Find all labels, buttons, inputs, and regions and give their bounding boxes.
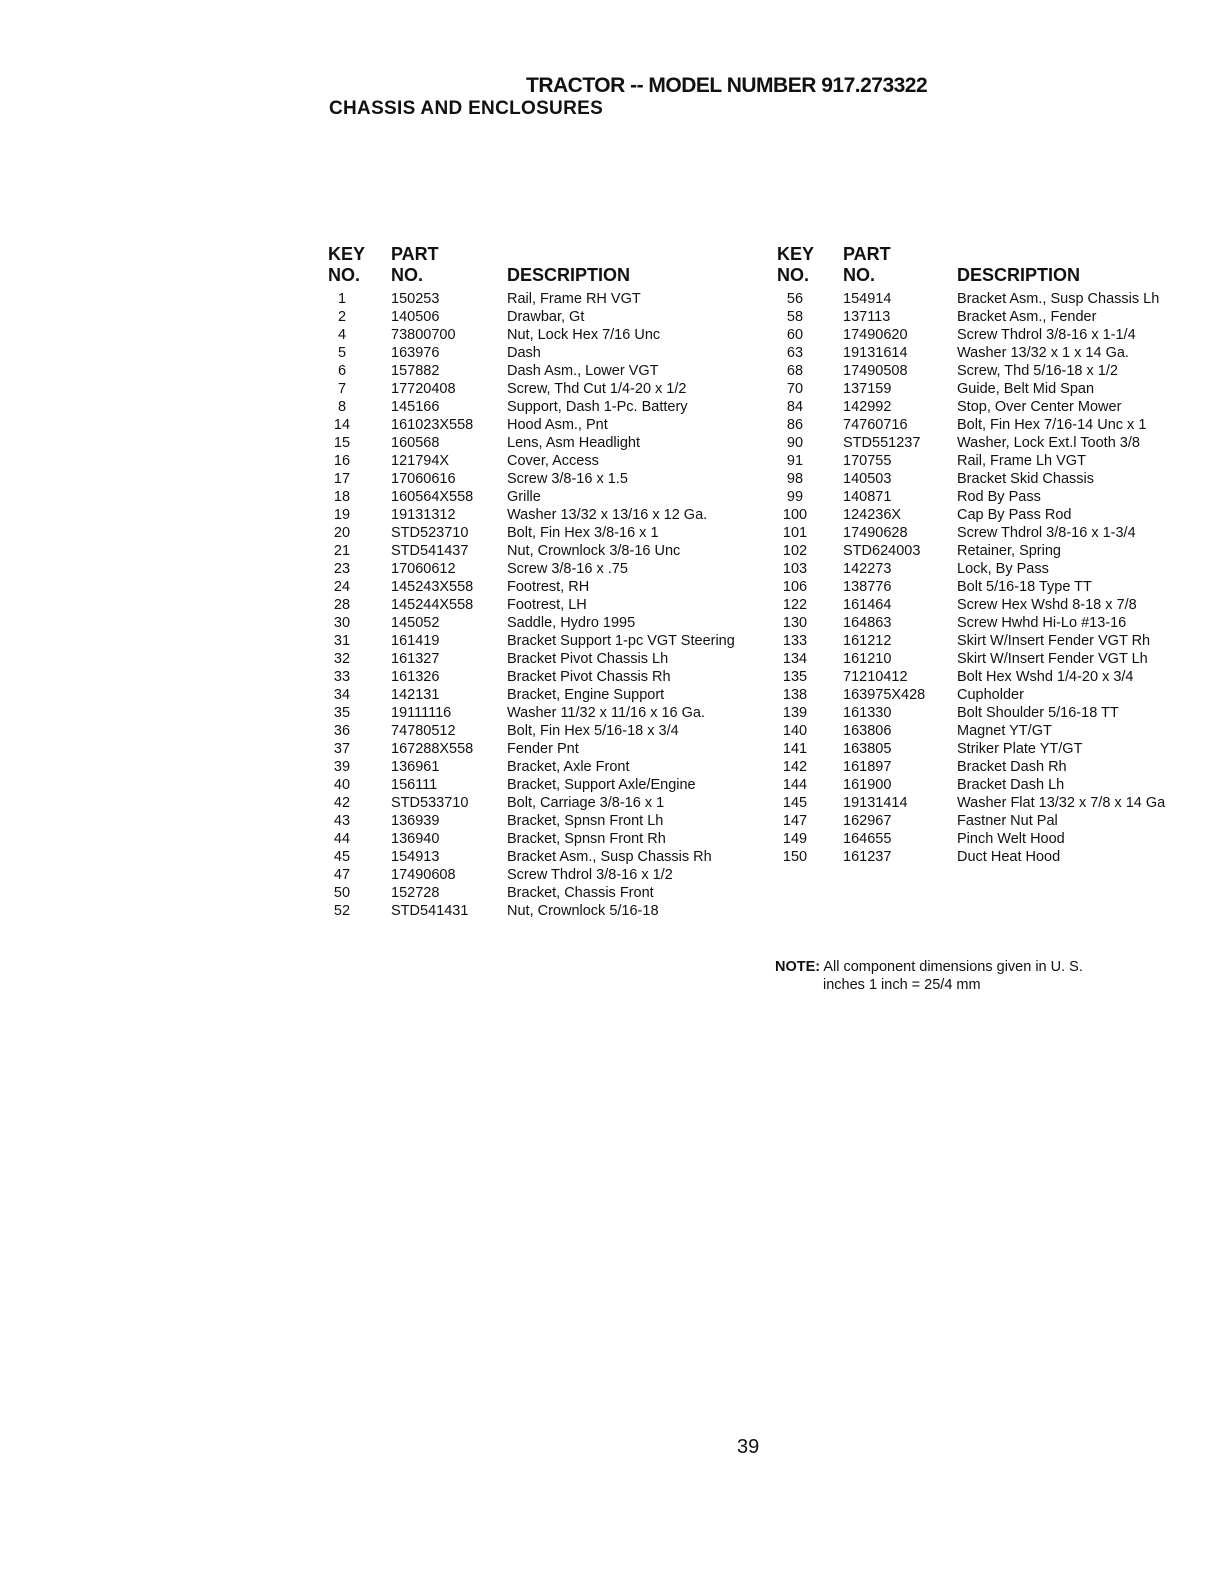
description: Striker Plate YT/GT bbox=[957, 741, 1083, 757]
table-row bbox=[777, 668, 1202, 686]
description: Screw, Thd 5/16-18 x 1/2 bbox=[957, 363, 1118, 379]
description: Bolt 5/16-18 Type TT bbox=[957, 579, 1092, 595]
table-row bbox=[328, 830, 748, 848]
part-no: 17490508 bbox=[843, 363, 908, 379]
key-no: 90 bbox=[786, 435, 804, 451]
description: Guide, Belt Mid Span bbox=[957, 381, 1095, 397]
parts-table-left bbox=[328, 244, 748, 920]
part-no: 161023X558 bbox=[391, 417, 474, 433]
part-no: 136961 bbox=[391, 759, 440, 775]
part-no: 162967 bbox=[843, 813, 892, 829]
part-no: 17490620 bbox=[843, 327, 908, 343]
table-row bbox=[777, 722, 1202, 740]
description: Screw 3/8-16 x 1.5 bbox=[507, 471, 628, 487]
description: Rod By Pass bbox=[957, 489, 1041, 505]
part-no: STD541437 bbox=[391, 543, 469, 559]
table-row bbox=[328, 434, 748, 452]
description: Support, Dash 1-Pc. Battery bbox=[507, 399, 688, 415]
key-no: 144 bbox=[782, 777, 808, 793]
part-no: 140871 bbox=[843, 489, 892, 505]
table-row bbox=[777, 380, 1202, 398]
description: Cupholder bbox=[957, 687, 1024, 703]
key-no: 34 bbox=[333, 687, 351, 703]
key-no: 23 bbox=[333, 561, 351, 577]
description: Bracket, Axle Front bbox=[507, 759, 630, 775]
key-no: 30 bbox=[333, 615, 351, 631]
part-header-line1: PART bbox=[391, 244, 439, 264]
key-no: 45 bbox=[333, 849, 351, 865]
note-line2: inches 1 inch = 25/4 mm bbox=[823, 977, 981, 993]
description: Cover, Access bbox=[507, 453, 599, 469]
description: Screw Thdrol 3/8-16 x 1-1/4 bbox=[957, 327, 1136, 343]
key-no: 70 bbox=[786, 381, 804, 397]
part-no: 150253 bbox=[391, 291, 440, 307]
description: Bolt, Fin Hex 7/16-14 Unc x 1 bbox=[957, 417, 1147, 433]
description: Grille bbox=[507, 489, 541, 505]
part-no: 71210412 bbox=[843, 669, 908, 685]
table-row bbox=[777, 686, 1202, 704]
part-no: 124236X bbox=[843, 507, 902, 523]
table-row bbox=[328, 812, 748, 830]
part-no: 154913 bbox=[391, 849, 440, 865]
part-no: STD533710 bbox=[391, 795, 469, 811]
key-no: 15 bbox=[333, 435, 351, 451]
table-row bbox=[777, 632, 1202, 650]
key-no: 52 bbox=[333, 903, 351, 919]
key-no: 42 bbox=[333, 795, 351, 811]
table-row bbox=[777, 560, 1202, 578]
description: Stop, Over Center Mower bbox=[957, 399, 1122, 415]
table-row bbox=[777, 434, 1202, 452]
table-row bbox=[328, 326, 748, 344]
description-header: DESCRIPTION bbox=[507, 265, 631, 285]
note-label: NOTE: bbox=[775, 959, 821, 975]
description: Bracket, Engine Support bbox=[507, 687, 665, 703]
description: Screw Hex Wshd 8-18 x 7/8 bbox=[957, 597, 1137, 613]
part-no: 121794X bbox=[391, 453, 450, 469]
description: Bolt, Carriage 3/8-16 x 1 bbox=[507, 795, 665, 811]
table-row bbox=[328, 758, 748, 776]
part-no: STD624003 bbox=[843, 543, 921, 559]
key-no: 28 bbox=[333, 597, 351, 613]
key-no: 18 bbox=[333, 489, 351, 505]
description: Nut, Lock Hex 7/16 Unc bbox=[507, 327, 661, 343]
part-no: 74760716 bbox=[843, 417, 908, 433]
table-row bbox=[777, 452, 1202, 470]
table-row bbox=[328, 560, 748, 578]
table-row bbox=[328, 416, 748, 434]
table-row bbox=[328, 470, 748, 488]
description: Screw, Thd Cut 1/4-20 x 1/2 bbox=[507, 381, 687, 397]
description-header: DESCRIPTION bbox=[957, 265, 1081, 285]
table-row bbox=[328, 596, 748, 614]
description: Washer 13/32 x 1 x 14 Ga. bbox=[957, 345, 1129, 361]
table-row bbox=[777, 650, 1202, 668]
part-no: 164863 bbox=[843, 615, 892, 631]
table-header-right bbox=[777, 244, 1202, 290]
part-no: 157882 bbox=[391, 363, 440, 379]
table-row bbox=[328, 848, 748, 866]
table-row bbox=[328, 614, 748, 632]
description: Lens, Asm Headlight bbox=[507, 435, 640, 451]
key-no: 60 bbox=[786, 327, 804, 343]
table-row bbox=[777, 308, 1202, 326]
part-no: 156111 bbox=[391, 777, 438, 793]
part-no: 17060616 bbox=[391, 471, 456, 487]
table-row bbox=[328, 668, 748, 686]
description: Bracket, Chassis Front bbox=[507, 885, 654, 901]
part-header-line2: NO. bbox=[391, 265, 424, 285]
table-row bbox=[328, 524, 748, 542]
key-no: 35 bbox=[333, 705, 351, 721]
table-row bbox=[777, 542, 1202, 560]
description: Fastner Nut Pal bbox=[957, 813, 1058, 829]
part-no: 145052 bbox=[391, 615, 440, 631]
description: Washer Flat 13/32 x 7/8 x 14 Ga bbox=[957, 795, 1166, 811]
key-no: 6 bbox=[337, 363, 347, 379]
key-no: 138 bbox=[782, 687, 808, 703]
table-row bbox=[328, 344, 748, 362]
part-no: 73800700 bbox=[391, 327, 456, 343]
table-row bbox=[777, 506, 1202, 524]
part-no: 163806 bbox=[843, 723, 892, 739]
key-no: 21 bbox=[333, 543, 351, 559]
description: Nut, Crownlock 5/16-18 bbox=[507, 903, 659, 919]
table-row bbox=[777, 758, 1202, 776]
description: Lock, By Pass bbox=[957, 561, 1049, 577]
key-no: 44 bbox=[333, 831, 351, 847]
description: Bracket Asm., Susp Chassis Rh bbox=[507, 849, 712, 865]
parts-table-right bbox=[777, 244, 1202, 866]
table-row bbox=[777, 578, 1202, 596]
description: Screw Thdrol 3/8-16 x 1-3/4 bbox=[957, 525, 1136, 541]
table-row bbox=[777, 794, 1202, 812]
table-row bbox=[328, 542, 748, 560]
description: Bolt Shoulder 5/16-18 TT bbox=[957, 705, 1119, 721]
key-no: 20 bbox=[333, 525, 351, 541]
table-header-left bbox=[328, 244, 748, 290]
part-no: 163805 bbox=[843, 741, 892, 757]
key-no: 91 bbox=[786, 453, 804, 469]
key-no: 17 bbox=[333, 471, 351, 487]
description: Hood Asm., Pnt bbox=[507, 417, 608, 433]
table-row bbox=[328, 380, 748, 398]
dimension-note bbox=[775, 958, 1195, 994]
table-row bbox=[777, 812, 1202, 830]
table-row bbox=[328, 488, 748, 506]
table-row bbox=[328, 704, 748, 722]
part-no: 145244X558 bbox=[391, 597, 474, 613]
key-no: 141 bbox=[782, 741, 808, 757]
description: Bracket Pivot Chassis Rh bbox=[507, 669, 671, 685]
part-no: 17060612 bbox=[391, 561, 456, 577]
description: Nut, Crownlock 3/8-16 Unc bbox=[507, 543, 681, 559]
description: Screw Thdrol 3/8-16 x 1/2 bbox=[507, 867, 673, 883]
table-row bbox=[328, 290, 748, 308]
description: Dash Asm., Lower VGT bbox=[507, 363, 659, 379]
part-no: 161210 bbox=[843, 651, 892, 667]
key-no: 145 bbox=[782, 795, 808, 811]
table-row bbox=[328, 794, 748, 812]
part-header-line1: PART bbox=[843, 244, 891, 264]
part-no: 140503 bbox=[843, 471, 892, 487]
table-row bbox=[328, 866, 748, 884]
part-no: 152728 bbox=[391, 885, 440, 901]
key-no: 149 bbox=[782, 831, 808, 847]
part-no: 17490628 bbox=[843, 525, 908, 541]
key-header-line1: KEY bbox=[328, 244, 366, 264]
key-no: 99 bbox=[786, 489, 804, 505]
description: Cap By Pass Rod bbox=[957, 507, 1072, 523]
table-row bbox=[777, 596, 1202, 614]
description: Washer 11/32 x 11/16 x 16 Ga. bbox=[507, 705, 706, 721]
description: Fender Pnt bbox=[507, 741, 579, 757]
key-no: 24 bbox=[333, 579, 351, 595]
table-row bbox=[328, 362, 748, 380]
key-no: 4 bbox=[337, 327, 347, 343]
note-line1: All component dimensions given in U. S. bbox=[823, 959, 1083, 975]
part-no: 142273 bbox=[843, 561, 892, 577]
key-no: 58 bbox=[786, 309, 804, 325]
key-no: 8 bbox=[337, 399, 347, 415]
key-no: 1 bbox=[337, 291, 347, 307]
part-no: 19131414 bbox=[843, 795, 908, 811]
description: Bolt, Fin Hex 3/8-16 x 1 bbox=[507, 525, 659, 541]
key-no: 140 bbox=[782, 723, 808, 739]
key-no: 40 bbox=[333, 777, 351, 793]
part-no: 161326 bbox=[391, 669, 440, 685]
description: Saddle, Hydro 1995 bbox=[507, 615, 636, 631]
key-no: 2 bbox=[337, 309, 347, 325]
part-no: 163976 bbox=[391, 345, 440, 361]
key-no: 47 bbox=[333, 867, 351, 883]
key-no: 130 bbox=[782, 615, 808, 631]
description: Bolt Hex Wshd 1/4-20 x 3/4 bbox=[957, 669, 1134, 685]
key-no: 142 bbox=[782, 759, 808, 775]
description: Bracket Support 1-pc VGT Steering bbox=[507, 633, 735, 649]
part-no: STD523710 bbox=[391, 525, 469, 541]
key-no: 100 bbox=[782, 507, 808, 523]
description: Rail, Frame RH VGT bbox=[507, 291, 641, 307]
key-no: 135 bbox=[782, 669, 808, 685]
table-row bbox=[777, 344, 1202, 362]
part-header-line2: NO. bbox=[843, 265, 876, 285]
part-no: 161330 bbox=[843, 705, 892, 721]
key-no: 33 bbox=[333, 669, 351, 685]
description: Drawbar, Gt bbox=[507, 309, 585, 325]
part-no: 136939 bbox=[391, 813, 440, 829]
description: Bracket, Spnsn Front Lh bbox=[507, 813, 664, 829]
key-no: 14 bbox=[333, 417, 351, 433]
part-no: 164655 bbox=[843, 831, 892, 847]
part-no: 161900 bbox=[843, 777, 892, 793]
part-no: 136940 bbox=[391, 831, 440, 847]
part-no: 142992 bbox=[843, 399, 892, 415]
key-no: 98 bbox=[786, 471, 804, 487]
key-no: 16 bbox=[333, 453, 351, 469]
parts-list-right bbox=[777, 290, 1202, 866]
part-no: 154914 bbox=[843, 291, 892, 307]
description: Magnet YT/GT bbox=[957, 723, 1052, 739]
part-no: 74780512 bbox=[391, 723, 456, 739]
part-no: 163975X428 bbox=[843, 687, 926, 703]
key-no: 56 bbox=[786, 291, 804, 307]
parts-list-left bbox=[328, 290, 748, 920]
table-row bbox=[328, 398, 748, 416]
table-row bbox=[328, 686, 748, 704]
key-no: 147 bbox=[782, 813, 808, 829]
description: Screw 3/8-16 x .75 bbox=[507, 561, 628, 577]
table-row bbox=[328, 452, 748, 470]
table-row bbox=[328, 884, 748, 902]
key-no: 36 bbox=[333, 723, 351, 739]
key-no: 133 bbox=[782, 633, 808, 649]
description: Bracket Asm., Fender bbox=[957, 309, 1097, 325]
table-row bbox=[328, 506, 748, 524]
key-no: 84 bbox=[786, 399, 804, 415]
table-row bbox=[328, 578, 748, 596]
key-header-line2: NO. bbox=[328, 265, 361, 285]
key-no: 63 bbox=[786, 345, 804, 361]
description: Dash bbox=[507, 345, 541, 361]
part-no: 142131 bbox=[391, 687, 440, 703]
page-title: TRACTOR -- MODEL NUMBER 917.273322 bbox=[526, 74, 928, 97]
page-subtitle: CHASSIS AND ENCLOSURES bbox=[329, 98, 604, 119]
description: Bracket, Spnsn Front Rh bbox=[507, 831, 666, 847]
description: Retainer, Spring bbox=[957, 543, 1061, 559]
part-no: 161419 bbox=[391, 633, 440, 649]
description: Duct Heat Hood bbox=[957, 849, 1061, 865]
part-no: 161212 bbox=[843, 633, 892, 649]
description: Bracket Skid Chassis bbox=[957, 471, 1094, 487]
part-no: 160568 bbox=[391, 435, 440, 451]
key-header-line1: KEY bbox=[777, 244, 815, 264]
table-row bbox=[777, 830, 1202, 848]
table-row bbox=[328, 632, 748, 650]
part-no: 161327 bbox=[391, 651, 440, 667]
table-row bbox=[328, 902, 748, 920]
description: Bracket Asm., Susp Chassis Lh bbox=[957, 291, 1160, 307]
table-row bbox=[328, 776, 748, 794]
table-row bbox=[777, 488, 1202, 506]
part-no: 170755 bbox=[843, 453, 892, 469]
part-no: 161464 bbox=[843, 597, 892, 613]
table-row bbox=[777, 290, 1202, 308]
description: Washer, Lock Ext.l Tooth 3/8 bbox=[957, 435, 1140, 451]
key-no: 50 bbox=[333, 885, 351, 901]
table-row bbox=[777, 524, 1202, 542]
key-header-line2: NO. bbox=[777, 265, 810, 285]
table-row bbox=[777, 740, 1202, 758]
key-no: 150 bbox=[782, 849, 808, 865]
description: Bracket Dash Rh bbox=[957, 759, 1067, 775]
key-no: 86 bbox=[786, 417, 804, 433]
key-no: 31 bbox=[333, 633, 351, 649]
part-no: 161897 bbox=[843, 759, 892, 775]
key-no: 101 bbox=[782, 525, 808, 541]
part-no: STD551237 bbox=[843, 435, 921, 451]
key-no: 32 bbox=[333, 651, 351, 667]
table-row bbox=[777, 470, 1202, 488]
table-row bbox=[777, 416, 1202, 434]
part-no: 145243X558 bbox=[391, 579, 474, 595]
key-no: 102 bbox=[782, 543, 808, 559]
key-no: 139 bbox=[782, 705, 808, 721]
table-row bbox=[328, 740, 748, 758]
description: Screw Hwhd Hi-Lo #13-16 bbox=[957, 615, 1127, 631]
part-no: STD541431 bbox=[391, 903, 469, 919]
part-no: 140506 bbox=[391, 309, 440, 325]
table-row bbox=[328, 308, 748, 326]
description: Bracket Dash Lh bbox=[957, 777, 1065, 793]
part-no: 17490608 bbox=[391, 867, 456, 883]
table-row bbox=[777, 398, 1202, 416]
key-no: 68 bbox=[786, 363, 804, 379]
description: Washer 13/32 x 13/16 x 12 Ga. bbox=[507, 507, 708, 523]
description: Bracket, Support Axle/Engine bbox=[507, 777, 696, 793]
page-number: 39 bbox=[737, 1436, 760, 1458]
part-no: 137159 bbox=[843, 381, 892, 397]
table-row bbox=[328, 722, 748, 740]
description: Footrest, RH bbox=[507, 579, 590, 595]
key-no: 122 bbox=[782, 597, 808, 613]
key-no: 7 bbox=[337, 381, 347, 397]
part-no: 137113 bbox=[843, 309, 891, 325]
key-no: 43 bbox=[333, 813, 351, 829]
part-no: 161237 bbox=[843, 849, 892, 865]
part-no: 145166 bbox=[391, 399, 440, 415]
table-row bbox=[777, 362, 1202, 380]
key-no: 37 bbox=[333, 741, 351, 757]
part-no: 19111116 bbox=[391, 705, 452, 721]
key-no: 19 bbox=[333, 507, 351, 523]
description: Bracket Pivot Chassis Lh bbox=[507, 651, 669, 667]
description: Footrest, LH bbox=[507, 597, 587, 613]
description: Rail, Frame Lh VGT bbox=[957, 453, 1086, 469]
part-no: 160564X558 bbox=[391, 489, 474, 505]
table-row bbox=[328, 650, 748, 668]
part-no: 19131312 bbox=[391, 507, 456, 523]
key-no: 103 bbox=[782, 561, 808, 577]
table-row bbox=[777, 326, 1202, 344]
key-no: 5 bbox=[337, 345, 347, 361]
table-row bbox=[777, 848, 1202, 866]
key-no: 134 bbox=[782, 651, 808, 667]
description: Skirt W/Insert Fender VGT Rh bbox=[957, 633, 1151, 649]
description: Pinch Welt Hood bbox=[957, 831, 1065, 847]
part-no: 138776 bbox=[843, 579, 892, 595]
part-no: 167288X558 bbox=[391, 741, 474, 757]
table-row bbox=[777, 614, 1202, 632]
key-no: 39 bbox=[333, 759, 351, 775]
table-row bbox=[777, 776, 1202, 794]
key-no: 106 bbox=[782, 579, 808, 595]
description: Bolt, Fin Hex 5/16-18 x 3/4 bbox=[507, 723, 679, 739]
description: Skirt W/Insert Fender VGT Lh bbox=[957, 651, 1148, 667]
part-no: 17720408 bbox=[391, 381, 456, 397]
table-row bbox=[777, 704, 1202, 722]
part-no: 19131614 bbox=[843, 345, 908, 361]
